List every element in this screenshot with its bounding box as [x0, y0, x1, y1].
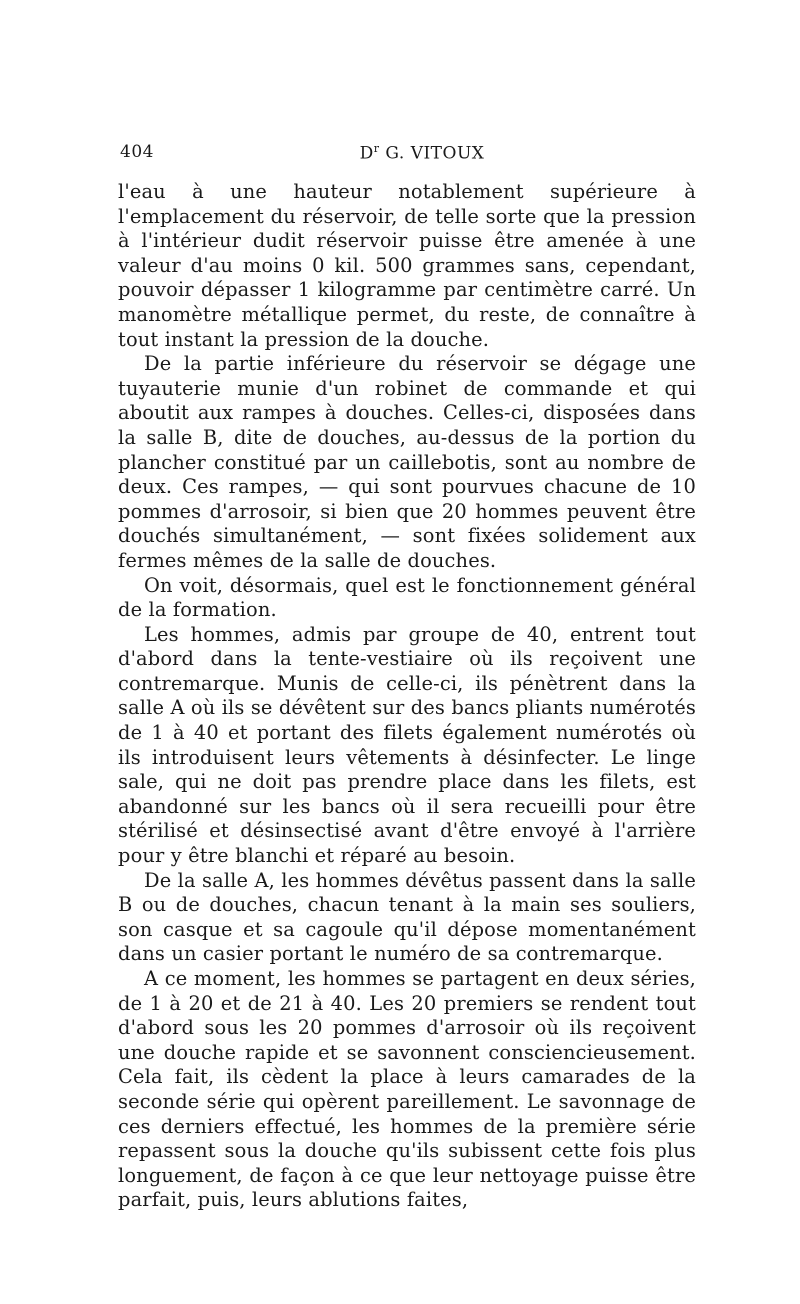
paragraph: Les hommes, admis par groupe de 40, entrent tout d'abord dans la tente-vestiaire où ils reçoivent une contremarque. Munis de celle-ci, ils pénètrent dans la salle A où ils se dévêtent sur des bancs pliants numérotés de 1 à 40 et portant des filets également numérotés où ils introduisent leurs vêtements à désinfecter. Le linge sale, qui ne doit pas prendre place dans les filets, est abandonné sur les bancs où il sera recueilli pour être stérilisé et désinsectisé avant d'être envoyé à l'arrière pour y être blanchi et réparé au besoin.	[118, 622, 696, 868]
author-prefix: D	[359, 143, 374, 164]
paragraph: On voit, désormais, quel est le fonctionnement général de la formation.	[118, 573, 696, 622]
page-number: 404	[120, 142, 154, 162]
paragraph: De la salle A, les hommes dévêtus passent dans la salle B ou de douches, chacun tenant à la main ses souliers, son casque et sa cagoule qu'il dépose momentanément dans un casier portant le numéro de sa contremarque.	[118, 868, 696, 966]
author-name: G. VITOUX	[385, 143, 485, 164]
running-head	[118, 142, 696, 172]
paragraph: De la partie inférieure du réservoir se dégage une tuyauterie munie d'un robinet de commande et qui aboutit aux rampes à douches. Celles-ci, disposées dans la salle B, dite de douches, au-dessus de la portion du plancher constitué par un caillebotis, sont au nombre de deux. Ces rampes, — qui sont pourvues chacune de 10 pommes d'arrosoir, si bien que 20 hommes peuvent être douchés simultanément, — sont fixées solidement aux fermes mêmes de la salle de douches.	[118, 352, 696, 572]
author-title-sup: r	[373, 142, 380, 155]
paragraph-continued: l'eau à une hauteur notablement supérieure à l'emplacement du réservoir, de telle sorte que la pression à l'intérieur dudit réservoir puisse être amenée à une valeur d'au moins 0 kil. 500 grammes sans, cependant, pouvoir dépasser 1 kilogramme par centimètre carré. Un manomètre métallique permet, du reste, de connaître à tout instant la pression de la douche.	[118, 180, 696, 351]
paragraph: A ce moment, les hommes se partagent en deux séries, de 1 à 20 et de 21 à 40. Les 20 premiers se rendent tout d'abord sous les 20 pommes d'arrosoir où ils reçoivent une douche rapide et se savonnent consciencieusement. Cela fait, ils cèdent la place à leurs camarades de la seconde série qui opèrent pareillement. Le savonnage de ces derniers effectué, les hommes de la première série repassent sous la douche qu'ils subissent cette fois plus longuement, de façon à ce que leur nettoyage puisse être parfait, puis, leurs ablutions faites,	[118, 967, 696, 1212]
running-title	[118, 142, 696, 164]
book-page	[118, 142, 696, 1213]
body-text	[118, 180, 696, 1213]
